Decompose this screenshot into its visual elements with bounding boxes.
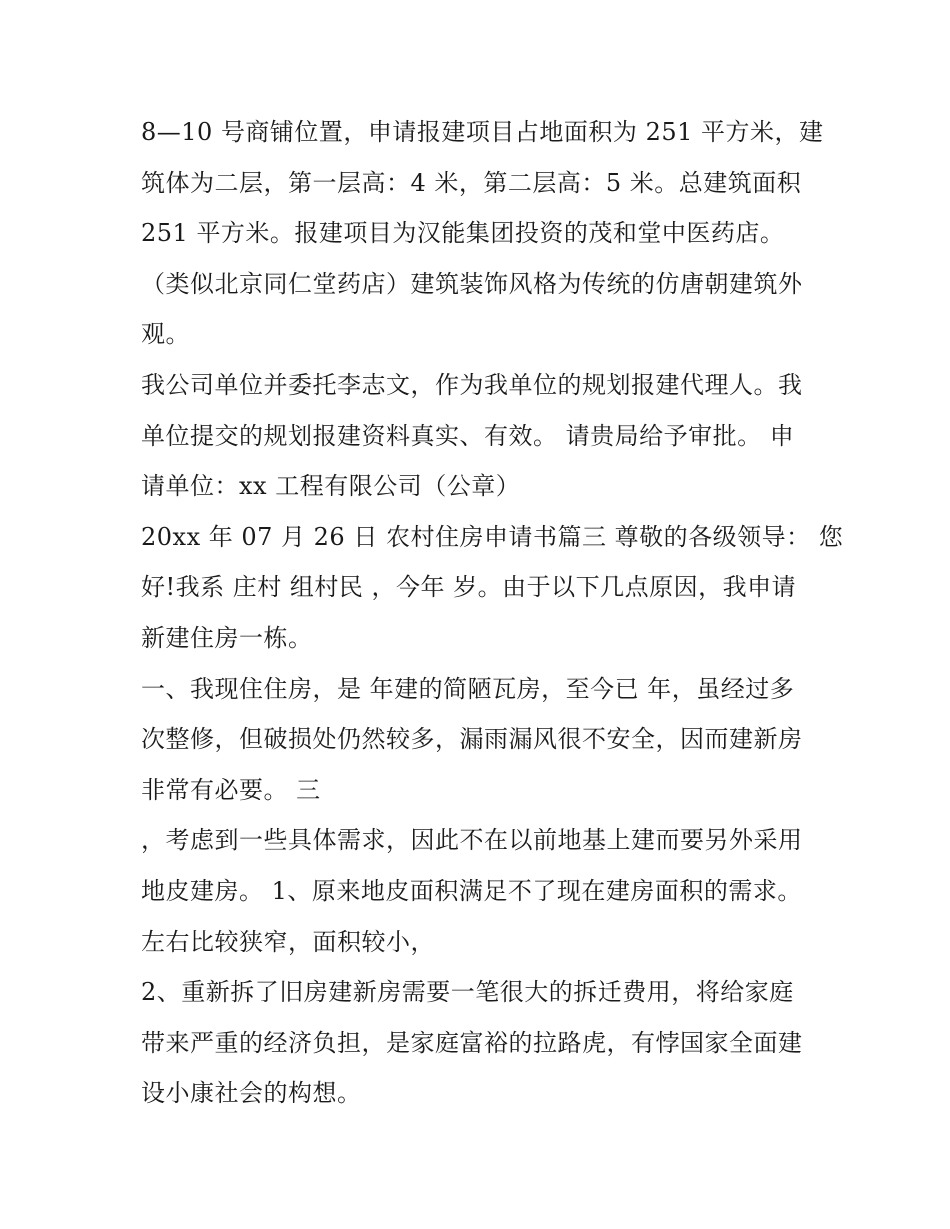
text-line: 次整修，但破损处仍然较多，漏雨漏风很不安全，因而建新房 bbox=[141, 725, 803, 754]
text-line: 2、重新拆了旧房建新房需要一笔很大的拆迁费用，将给家庭 bbox=[141, 978, 794, 1007]
document-body bbox=[141, 107, 844, 1119]
text-line: 20xx 年 07 月 26 日 农村住房申请书篇三 尊敬的各级领导： 您 bbox=[141, 522, 844, 551]
text-line: 请单位：xx 工程有限公司（公章） bbox=[141, 472, 521, 501]
text-line: 我公司单位并委托李志文，作为我单位的规划报建代理人。我 bbox=[141, 370, 803, 399]
text-line: 一、我现住住房，是 年建的简陋瓦房，至今已 年，虽经过多 bbox=[141, 674, 795, 703]
text-line: 观。 bbox=[141, 320, 190, 349]
text-line: ，考虑到一些具体需求，因此不在以前地基上建而要另外采用 bbox=[141, 826, 803, 855]
text-line: 好!我系 庄村 组村民 ，今年 岁。由于以下几点原因，我申请 bbox=[141, 573, 797, 602]
text-line: 左右比较狭窄，面积较小， bbox=[141, 927, 435, 956]
text-line: 单位提交的规划报建资料真实、有效。 请贵局给予审批。 申 bbox=[141, 421, 795, 450]
text-line: 251 平方米。报建项目为汉能集团投资的茂和堂中医药店。 bbox=[141, 219, 785, 248]
text-line: 设小康社会的构想。 bbox=[141, 1079, 362, 1108]
text-line: 新建住房一栋。 bbox=[141, 623, 313, 652]
text-line: 地皮建房。 1、原来地皮面积满足不了现在建房面积的需求。 bbox=[141, 876, 802, 905]
text-line: 筑体为二层，第一层高：4 米，第二层高：5 米。总建筑面积 bbox=[141, 168, 802, 197]
text-line: 非常有必要。 三 bbox=[141, 775, 321, 804]
text-line: （类似北京同仁堂药店）建筑装饰风格为传统的仿唐朝建筑外 bbox=[141, 269, 803, 298]
text-line: 带来严重的经济负担，是家庭富裕的拉路虎，有悖国家全面建 bbox=[141, 1028, 803, 1057]
text-line: 8—10 号商铺位置，申请报建项目占地面积为 251 平方米，建 bbox=[141, 118, 824, 146]
